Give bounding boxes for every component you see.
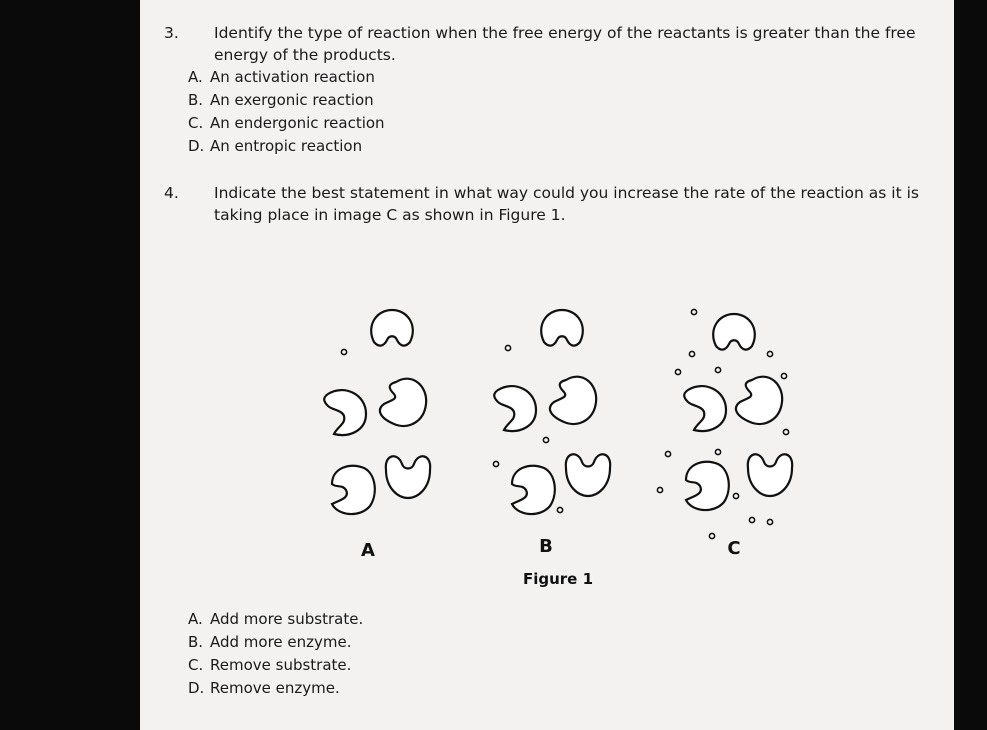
substrate-molecule <box>493 461 498 466</box>
enzyme-shape <box>713 314 755 350</box>
substrate-molecule <box>715 367 720 372</box>
enzyme-shape <box>386 456 430 498</box>
substrate-molecule <box>781 373 786 378</box>
question-4-options <box>188 608 363 700</box>
enzyme-shape <box>324 390 366 435</box>
option-text: An endergonic reaction <box>210 114 385 132</box>
panel-a <box>324 310 430 561</box>
question-4 <box>164 182 924 226</box>
question-4-option-a[interactable] <box>188 608 363 631</box>
enzyme-shape <box>512 466 555 514</box>
figure-1-enzyme-diagram <box>140 290 954 590</box>
question-4-number: 4. <box>164 184 179 202</box>
option-letter: A. <box>188 610 203 628</box>
option-text: An entropic reaction <box>210 137 363 155</box>
option-text: An activation reaction <box>210 68 375 86</box>
substrate-molecule <box>715 449 720 454</box>
substrate-molecule <box>709 533 714 538</box>
substrate-molecule <box>675 369 680 374</box>
panel-c <box>657 309 792 559</box>
option-letter: A. <box>188 68 203 86</box>
substrate-molecule <box>691 309 696 314</box>
enzyme-shape <box>371 310 413 346</box>
question-3-option-b[interactable] <box>188 89 385 112</box>
worksheet-page <box>140 0 954 730</box>
enzyme-shape <box>748 454 792 496</box>
substrate-molecule <box>689 351 694 356</box>
substrate-molecule <box>749 517 754 522</box>
substrate-molecule <box>543 437 548 442</box>
question-3-option-c[interactable] <box>188 112 385 135</box>
substrate-molecule <box>783 429 788 434</box>
option-text: Remove enzyme. <box>210 679 340 697</box>
option-letter: D. <box>188 679 205 697</box>
question-3-option-d[interactable] <box>188 135 385 158</box>
substrate-molecule <box>665 451 670 456</box>
substrate-molecule <box>557 507 562 512</box>
option-letter: C. <box>188 114 204 132</box>
substrate-molecule <box>733 493 738 498</box>
substrate-molecule <box>657 487 662 492</box>
panel-b <box>493 310 610 557</box>
option-letter: C. <box>188 656 204 674</box>
option-letter: B. <box>188 633 204 651</box>
substrate-molecule <box>341 349 346 354</box>
option-text: Add more substrate. <box>210 610 364 628</box>
option-text: Remove substrate. <box>210 656 352 674</box>
option-letter: B. <box>188 91 204 109</box>
option-letter: D. <box>188 137 205 155</box>
question-4-text: Indicate the best statement in what way could you increase the rate of the reaction as it is taking place in image C as shown in Figure 1. <box>214 184 919 224</box>
question-3-option-a[interactable] <box>188 66 385 89</box>
enzyme-shape <box>550 377 596 424</box>
question-4-option-d[interactable] <box>188 677 363 700</box>
panel-b-label: B <box>539 536 553 557</box>
question-3 <box>164 22 924 66</box>
option-text: An exergonic reaction <box>210 91 374 109</box>
panel-c-label: C <box>727 538 741 559</box>
substrate-molecule <box>767 519 772 524</box>
enzyme-shape <box>566 454 610 496</box>
question-4-option-b[interactable] <box>188 631 363 654</box>
enzyme-shape <box>494 386 536 431</box>
panel-a-label: A <box>361 540 375 561</box>
question-4-option-c[interactable] <box>188 654 363 677</box>
question-3-options <box>188 66 385 158</box>
enzyme-shape <box>541 310 583 346</box>
enzyme-shape <box>332 466 375 514</box>
question-3-number: 3. <box>164 24 179 42</box>
enzyme-shape <box>736 377 782 424</box>
figure-caption: Figure 1 <box>522 570 594 588</box>
substrate-molecule <box>505 345 510 350</box>
option-text: Add more enzyme. <box>210 633 352 651</box>
enzyme-shape <box>380 379 426 426</box>
enzyme-shape <box>684 386 726 431</box>
question-3-text: Identify the type of reaction when the free energy of the reactants is greater than the free energy of the products. <box>214 24 916 64</box>
substrate-molecule <box>767 351 772 356</box>
enzyme-shape <box>686 462 729 510</box>
